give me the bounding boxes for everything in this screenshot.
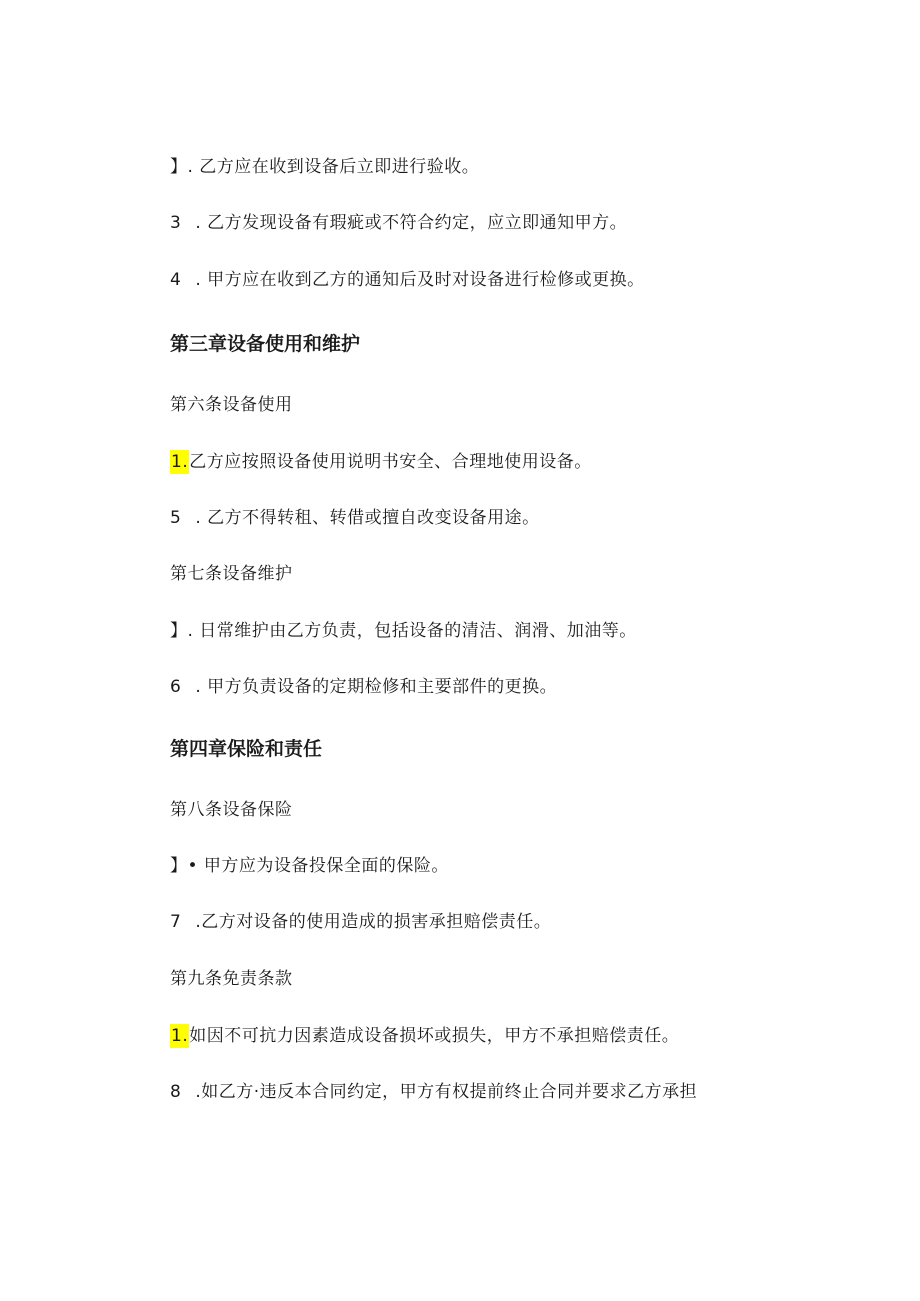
- clause-number: 】: [170, 856, 188, 876]
- article-title: 第九条免责条款: [170, 969, 293, 989]
- clause-number: 】: [170, 157, 188, 177]
- clause-number-highlighted: 1.: [171, 452, 189, 472]
- chapter-heading: 第三章设备使用和维护: [170, 333, 361, 355]
- clause-number: 4: [170, 270, 182, 290]
- clause-number: 6: [170, 677, 182, 697]
- clause-text: . 甲方负责设备的定期检修和主要部件的更换。: [195, 677, 558, 697]
- clause-number: 7: [170, 912, 182, 932]
- clause-line: [170, 506, 540, 530]
- clause-line: [170, 619, 637, 643]
- article-title: 第六条设备使用: [170, 395, 293, 415]
- clause-text: 乙方应按照设备使用说明书安全、合理地使用设备。: [189, 452, 592, 472]
- clause-text: • 甲方应为设备投保全面的保险。: [187, 856, 449, 876]
- clause-line: [170, 1024, 679, 1048]
- clause-text: 如因不可抗力因素造成设备损坏或损失，甲方不承担赔偿责任。: [189, 1026, 680, 1046]
- clause-text: . 甲方应在收到乙方的通知后及时对设备进行检修或更换。: [195, 270, 645, 290]
- clause-text: . 日常维护由乙方负责，包括设备的清洁、润滑、加油等。: [187, 621, 637, 641]
- article-title: 第八条设备保险: [170, 800, 293, 820]
- clause-text: .乙方对设备的使用造成的损害承担赔偿责任。: [195, 912, 552, 932]
- clause-text: . 乙方应在收到设备后立即进行验收。: [187, 157, 480, 177]
- clause-number: 5: [170, 508, 182, 528]
- clause-line: [170, 854, 449, 878]
- article-title: 第七条设备维护: [170, 564, 293, 584]
- clause-line: [170, 155, 479, 179]
- clause-number-highlighted: 1.: [171, 1026, 189, 1046]
- clause-text: . 乙方发现设备有瑕疵或不符合约定，应立即通知甲方。: [195, 213, 628, 233]
- clause-line: [170, 1080, 697, 1104]
- clause-number: 3: [170, 213, 182, 233]
- clause-text: . 乙方不得转租、转借或擅自改变设备用途。: [195, 508, 540, 528]
- clause-line: [170, 910, 551, 934]
- chapter-heading: 第四章保险和责任: [170, 738, 323, 760]
- clause-text: .如乙方·违反本合同约定，甲方有权提前终止合同并要求乙方承担: [195, 1082, 698, 1102]
- clause-number: 8: [170, 1082, 182, 1102]
- clause-line: [170, 268, 645, 292]
- clause-line: [170, 211, 627, 235]
- clause-number: 】: [170, 621, 188, 641]
- clause-line: [170, 450, 592, 474]
- clause-line: [170, 675, 557, 699]
